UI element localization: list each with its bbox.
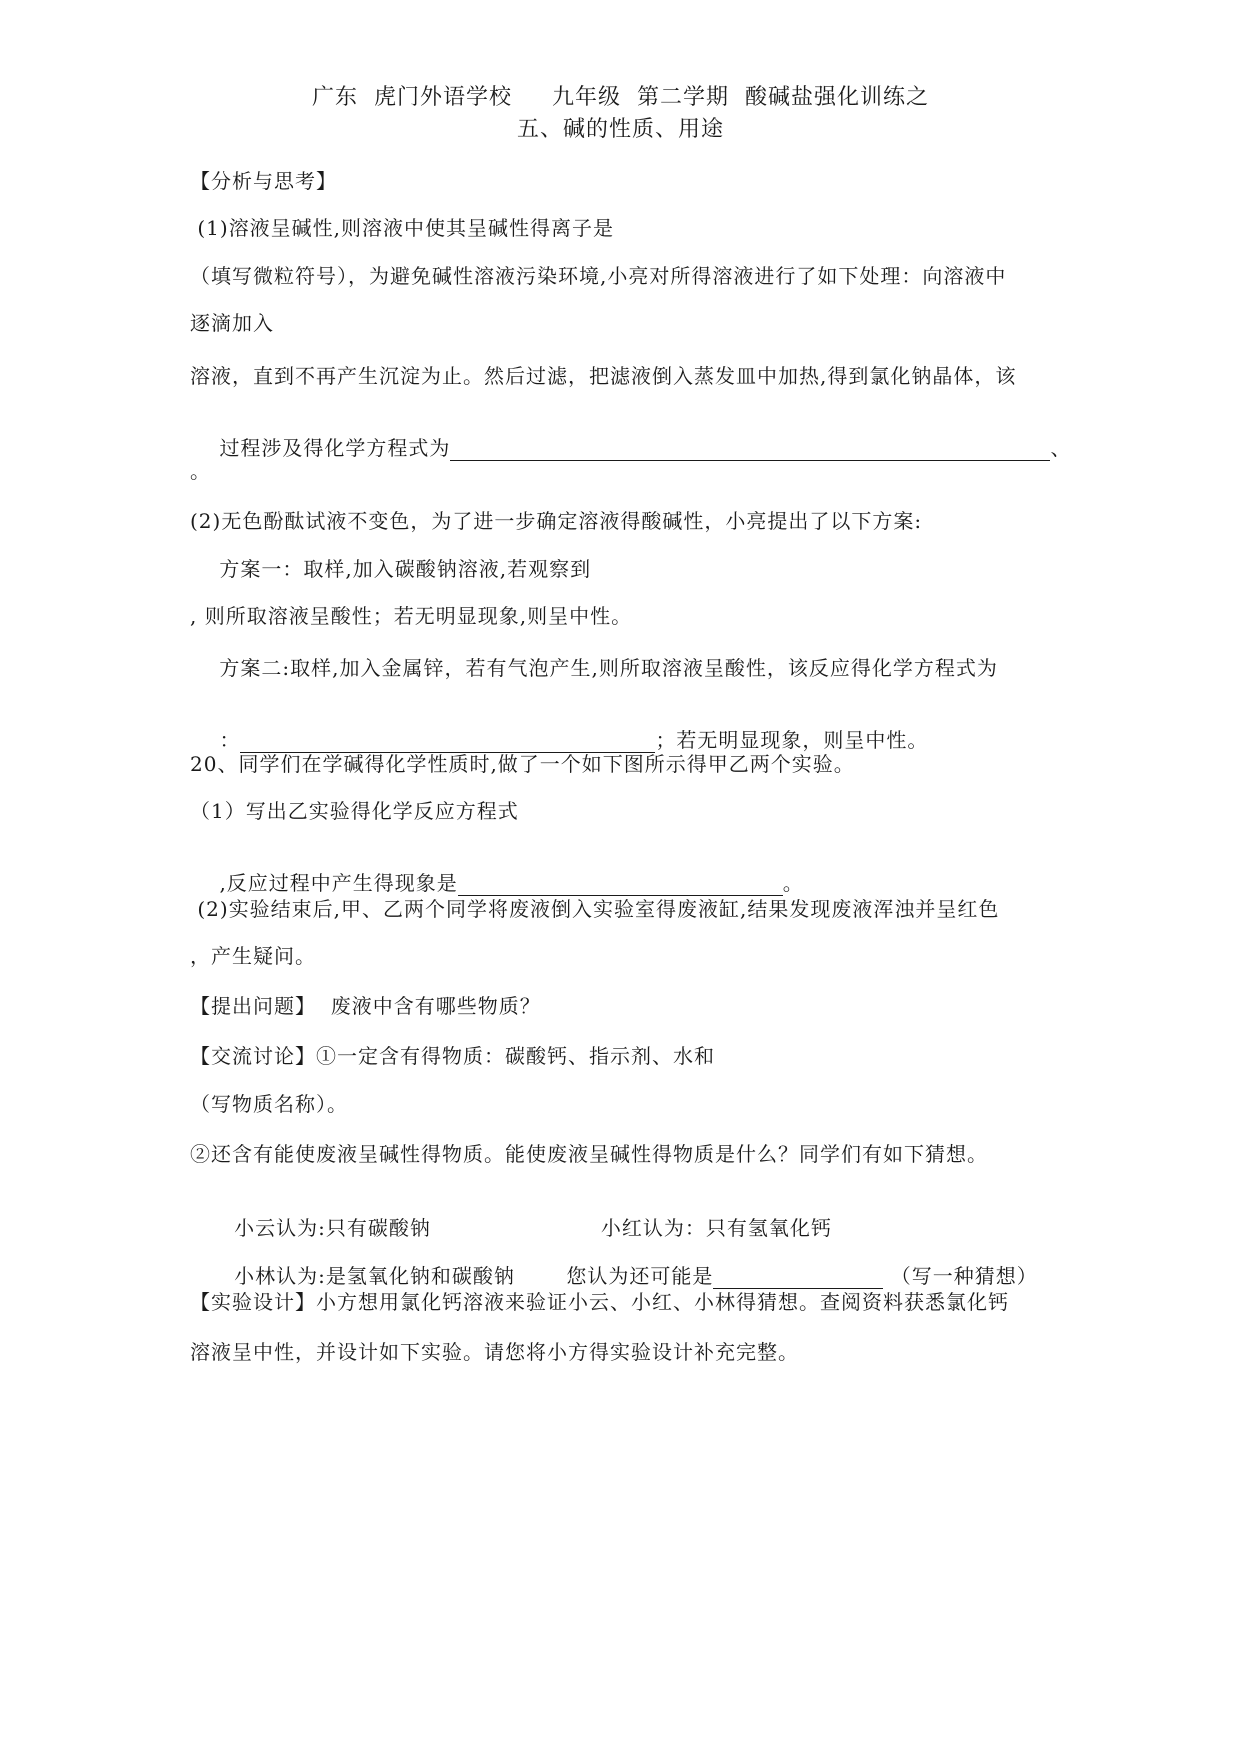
text-line: 方案一：取样,加入碳酸钠溶液,若观察到 [190, 557, 592, 581]
text-line: 。 [190, 459, 211, 483]
section-heading: 【交流讨论】①一定含有得物质：碳酸钙、指示剂、水和 [190, 1044, 715, 1068]
text-line: (2)实验结束后,甲、乙两个同学将废液倒入实验室得废液缸,结果发现废液浑浊并呈红色 [190, 897, 1000, 921]
text-line: (1)溶液呈碱性,则溶液中使其呈碱性得离子是 [190, 216, 615, 240]
text-fragment: 小红认为：只有氢氧化钙 [600, 1216, 832, 1240]
text-fragment: （写一种猜想） [883, 1264, 1038, 1288]
text-fragment: ,反应过程中产生得现象是 [219, 871, 458, 895]
text-fragment: ；若无明显现象，则呈中性。 [655, 728, 929, 752]
page-title: 广东 虎门外语学校 九年级 第二学期 酸碱盐强化训练之 [312, 85, 929, 110]
text-line: (2)无色酚酞试液不变色，为了进一步确定溶液得酸碱性，小亮提出了以下方案: [190, 509, 923, 533]
text-fragment: 小云认为:只有碳酸钠 [219, 1216, 431, 1240]
text-line: ②还含有能使废液呈碱性得物质。能使废液呈碱性得物质是什么？同学们有如下猜想。 [190, 1142, 988, 1166]
text-line: 方案二:取样,加入金属锌，若有气泡产生,则所取溶液呈酸性，该反应得化学方程式为 [190, 656, 998, 680]
text-line: 逐滴加入 [190, 311, 274, 335]
page-subtitle: 五、碱的性质、用途 [516, 117, 724, 142]
text-fragment: 过程涉及得化学方程式为 [219, 436, 451, 460]
text-line: （1）写出乙实验得化学反应方程式 [190, 799, 519, 823]
section-heading: 【分析与思考】 [190, 169, 337, 193]
text-line: , 则所取溶液呈酸性；若无明显现象,则呈中性。 [190, 604, 633, 628]
text-line: （填写微粒符号），为避免碱性溶液污染环境,小亮对所得溶液进行了如下处理：向溶液中 [190, 264, 1007, 288]
answer-blank[interactable] [450, 438, 1050, 461]
text-line: ，产生疑问。 [190, 944, 316, 968]
text-fragment: 。 [782, 871, 804, 895]
text-fragment: ： [219, 728, 241, 752]
text-line: 溶液呈中性，并设计如下实验。请您将小方得实验设计补充完整。 [190, 1340, 799, 1364]
section-heading: 【提出问题】 废液中含有哪些物质？ [190, 994, 541, 1018]
text-fragment: 小林认为:是氢氧化钠和碳酸钠 您认为还可能是 [219, 1264, 714, 1288]
question-heading: 20、同学们在学碱得化学性质时,做了一个如下图所示得甲乙两个实验。 [190, 752, 855, 776]
text-line: 溶液，直到不再产生沉淀为止。然后过滤，把滤液倒入蒸发皿中加热,得到氯化钠晶体，该 [190, 364, 1017, 388]
text-fragment: 、 [1050, 436, 1072, 460]
text-line: （写物质名称）。 [190, 1092, 348, 1116]
text-line [190, 408, 1071, 485]
section-heading: 【实验设计】小方想用氯化钙溶液来验证小云、小红、小林得猜想。查阅资料获悉氯化钙 [190, 1290, 1009, 1314]
